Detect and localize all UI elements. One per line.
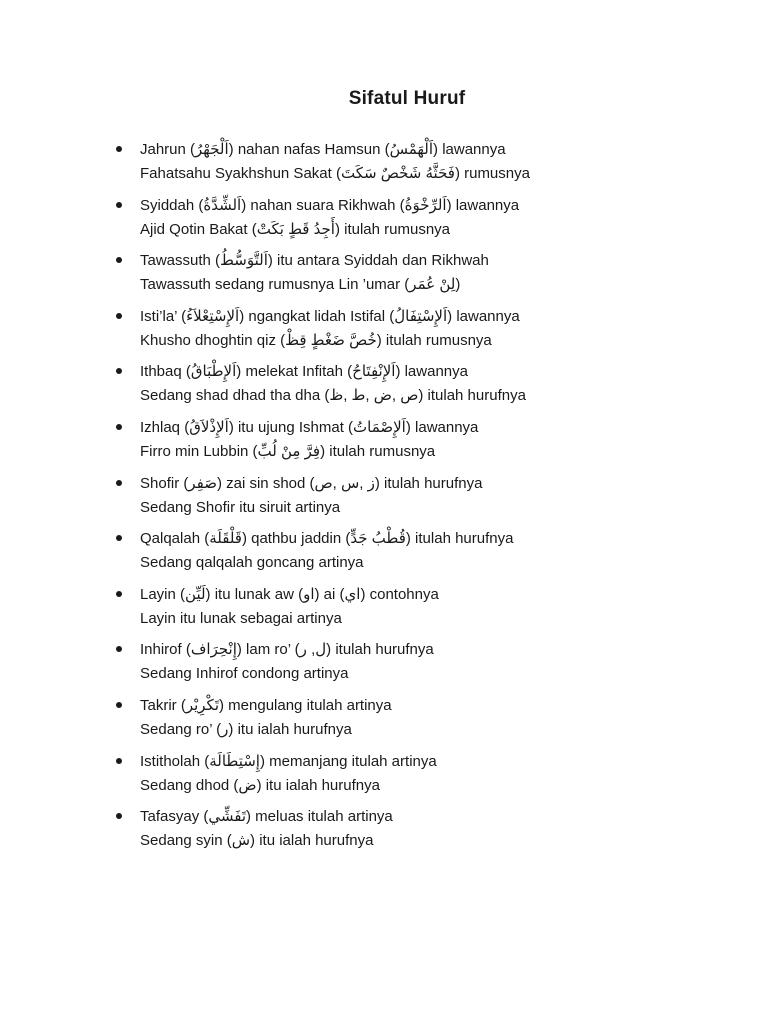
item-line-1: Layin (لَيِّن) itu lunak aw (او) ai (اي) contohnya (140, 585, 439, 603)
bullet-icon (116, 813, 122, 819)
item-line-1: Isti’la’ (اَلإِسْتِعْلاَءُ) ngangkat lidah Istifal (اَلإِسْتِفَالُ) lawannya (140, 307, 520, 325)
list-item (0, 583, 768, 639)
item-line-2: Tawassuth sedang rumusnya Lin ’umar (لِنْ عُمَر) (140, 276, 461, 294)
item-line-2: Sedang ro’ (ر) itu ialah hurufnya (140, 720, 352, 738)
item-line-2: Firro min Lubbin (فِرَّ مِنْ لُبِّ) itulah rumusnya (140, 442, 436, 460)
list-item (0, 194, 768, 250)
item-line-2: Sedang dhod (ض) itu ialah hurufnya (140, 776, 380, 794)
item-line-1: Jahrun (اَلْجَهْرُ) nahan nafas Hamsun (اَلْهَمْسُ) lawannya (140, 141, 506, 158)
bullet-icon (116, 424, 122, 430)
bullet-icon (116, 535, 122, 541)
bullet-icon (116, 702, 122, 708)
item-line-2: Sedang shad dhad tha dha (ص ,ض ,ط ,ظ) itulah hurufnya (140, 387, 526, 405)
bullet-icon (116, 146, 122, 152)
list-item (0, 805, 768, 861)
page-title: Sifatul Huruf (348, 88, 466, 109)
item-line-2: Sedang syin (ش) itu ialah hurufnya (140, 832, 374, 850)
list-item (0, 249, 768, 305)
bullet-icon (116, 313, 122, 319)
list-item (0, 305, 768, 361)
bullet-icon (116, 368, 122, 374)
bullet-icon (116, 480, 122, 486)
item-line-2: Sedang qalqalah goncang artinya (140, 554, 364, 572)
item-line-1: Istitholah (إِسْتِطَالَة) memanjang itulah artinya (140, 752, 437, 770)
item-line-1: Shofir (صَفِر) zai sin shod (ز ,س ,ص) itulah hurufnya (140, 474, 483, 492)
item-line-1: Inhirof (إِنْحِرَاف) lam ro’ (ل, ر) itulah hurufnya (140, 641, 434, 659)
item-line-2: Layin itu lunak sebagai artinya (140, 609, 342, 627)
item-line-1: Tafasyay (تَفَشِّي) meluas itulah artinya (140, 808, 393, 826)
list-item (0, 472, 768, 528)
bullet-icon (116, 758, 122, 764)
item-line-1: Qalqalah (قَلْقَلَة) qathbu jaddin (قُطْبُ جَدٍّ) itulah hurufnya (140, 530, 514, 548)
list-item (0, 416, 768, 472)
list-item (0, 750, 768, 806)
item-line-2: Sedang Inhirof condong artinya (140, 665, 349, 683)
item-line-1: Izhlaq (اَلإِذْلاَقُ) itu ujung Ishmat (اَلإِصْمَاتُ) lawannya (140, 418, 479, 436)
item-line-2: Khusho dhoghtin qiz (خُصَّ ضَغْطٍ قِظْ) itulah rumusnya (140, 331, 492, 349)
bullet-list (0, 138, 768, 861)
item-line-1: Tawassuth (اَلتَّوَسُّطُ) itu antara Syiddah dan Rikhwah (140, 252, 489, 270)
bullet-icon (116, 646, 122, 652)
bullet-icon (116, 202, 122, 208)
list-item (0, 360, 768, 416)
bullet-icon (116, 257, 122, 263)
item-line-2: Sedang Shofir itu siruit artinya (140, 498, 341, 516)
item-line-1: Ithbaq (اَلإِطْبَاقُ) melekat Infitah (اَلإِنْفِتَاحُ) lawannya (140, 363, 468, 381)
item-line-1: Takrir (تَكْرِيْر) mengulang itulah artinya (140, 696, 392, 714)
item-line-2: Ajid Qotin Bakat (أَجِدُ قَطٍ بَكَتْ) itulah rumusnya (140, 220, 451, 238)
list-item (0, 638, 768, 694)
bullet-icon (116, 591, 122, 597)
list-item (0, 694, 768, 750)
item-line-2: Fahatsahu Syakhshun Sakat (فَحَثَّهُ شَخْصٌ سَكَتَ) rumusnya (140, 165, 530, 182)
list-item (0, 527, 768, 583)
item-line-1: Syiddah (اَلشِّدَّةُ) nahan suara Rikhwah (اَلرِّخْوَةُ) lawannya (140, 196, 520, 214)
list-item (0, 138, 768, 194)
